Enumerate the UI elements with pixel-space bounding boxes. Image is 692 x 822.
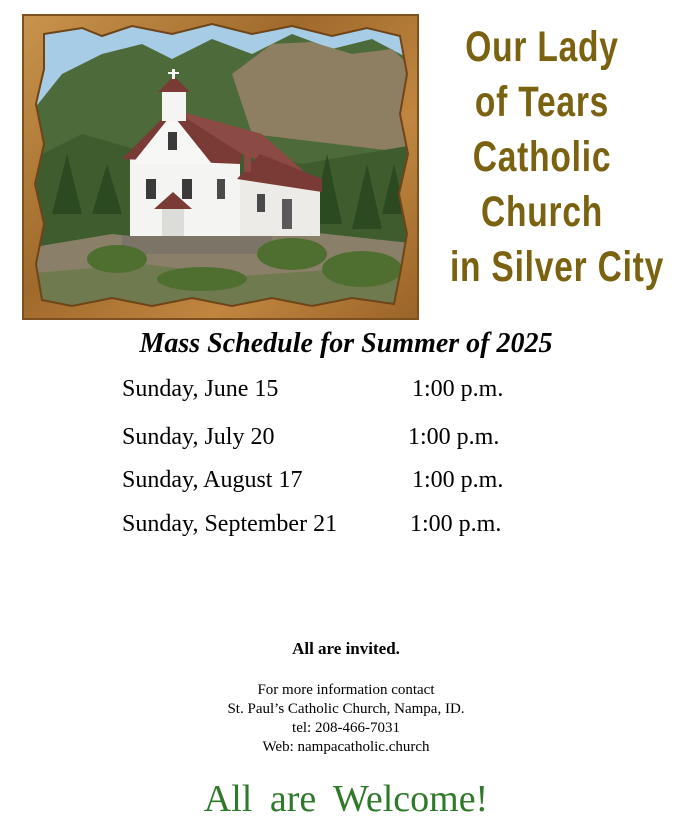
contact-intro: For more information contact	[257, 682, 435, 698]
contact-info	[0, 681, 692, 757]
schedule-date: Sunday, August 17	[122, 467, 303, 493]
invitation-text: All are invited.	[292, 639, 400, 658]
church-title	[449, 20, 665, 295]
title-line-5: in Silver City	[449, 243, 665, 291]
church-photo	[22, 14, 419, 320]
schedule-time: 1:00 p.m.	[408, 424, 500, 450]
schedule-date: Sunday, September 21	[122, 511, 338, 537]
schedule-date: Sunday, July 20	[122, 424, 275, 450]
contact-church: St. Paul’s Catholic Church, Nampa, ID.	[227, 701, 465, 717]
schedule-time: 1:00 p.m.	[412, 376, 504, 402]
title-line-3: Catholic	[472, 133, 612, 181]
schedule-time: 1:00 p.m.	[410, 511, 502, 537]
title-line-1: Our Lady	[465, 23, 619, 71]
schedule-time: 1:00 p.m.	[412, 467, 504, 493]
welcome-banner: All are Welcome!	[203, 778, 489, 820]
church-illustration	[22, 14, 419, 320]
contact-web: Web: nampacatholic.church	[262, 739, 430, 755]
title-line-4: Church	[480, 188, 604, 236]
title-line-2: of Tears	[474, 78, 610, 126]
schedule-heading: Mass Schedule for Summer of 2025	[139, 328, 553, 359]
schedule-date: Sunday, June 15	[122, 376, 279, 402]
contact-phone: tel: 208-466-7031	[292, 720, 400, 736]
